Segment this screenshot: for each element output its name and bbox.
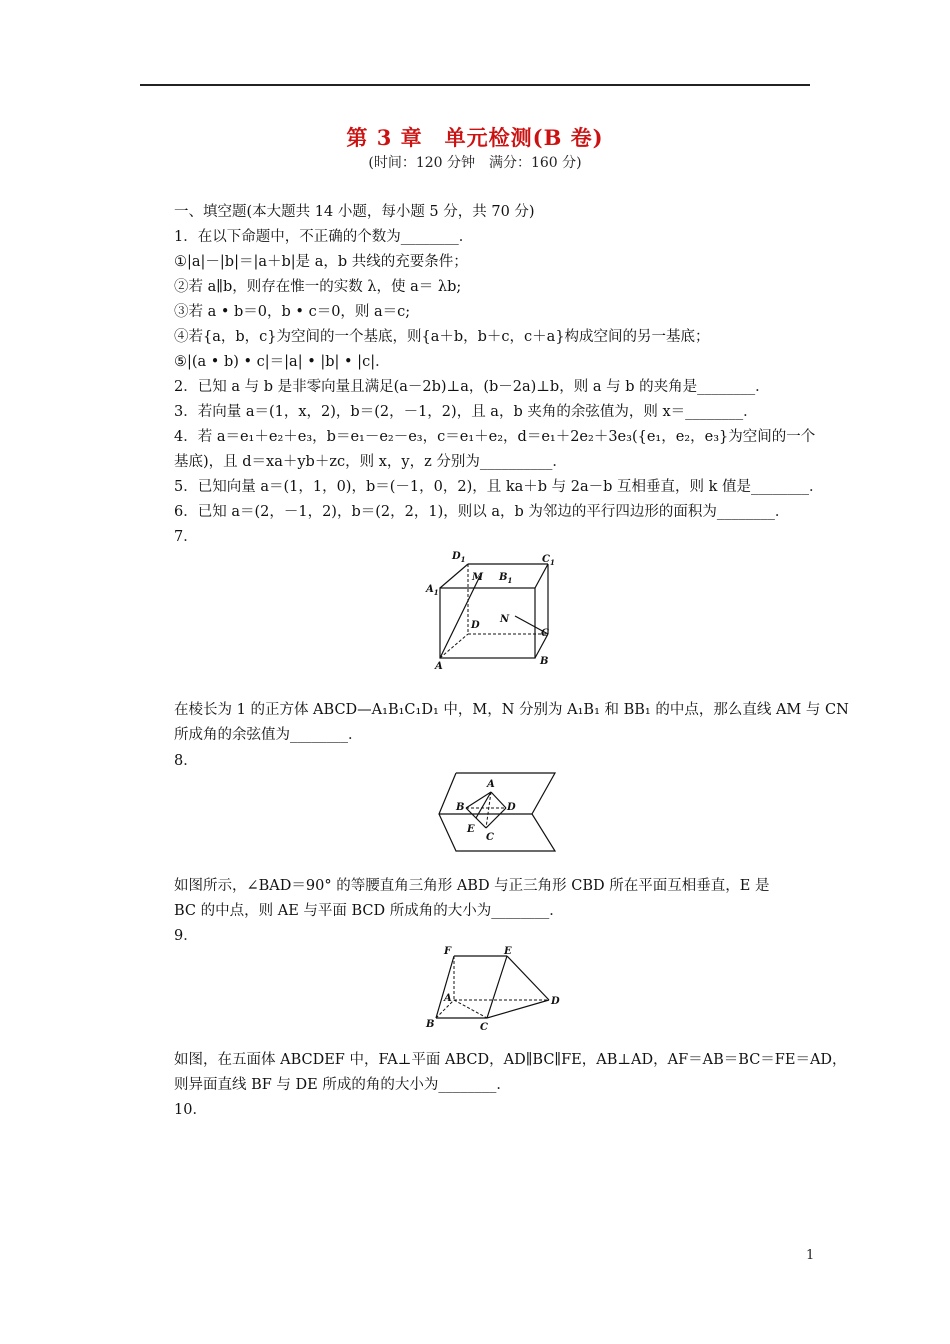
label-E: E [467,824,475,835]
question-number: 9． [174,928,198,944]
label-C: C [480,1022,488,1032]
page-title: 第 3 章 单元检测(B 卷) [346,125,604,150]
question-line: 基底)，且 d＝xa＋yb＋zc，则 x，y，z 分别为__________． [174,454,567,470]
header-rule [140,84,810,86]
question-line: 在棱长为 1 的正方体 ABCD—A₁B₁C₁D₁ 中，M，N 分别为 A₁B₁ 和 BB₁ 的中点，那么直线 AM 与 CN [174,702,849,718]
label-C1: $C_1$ [542,554,555,567]
page-number: 1 [806,1248,815,1263]
question-line: 6．已知 a＝(2，－1，2)，b＝(2，2，1)，则以 a，b 为邻边的平行四边形的面积为________． [174,504,790,520]
question-line: 3．若向量 a＝(1，x，2)，b＝(2，－1，2)，且 a，b 夹角的余弦值为，则 x＝________． [174,404,758,420]
pentahedron-figure [424,944,562,1032]
question-line: 如图，在五面体 ABCDEF 中，FA⊥平面 ABCD，AD∥BC∥FE，AB⊥AD，AF＝AB＝BC＝FE＝AD， [174,1052,847,1068]
question-line: 则异面直线 BF 与 DE 所成的角的大小为________． [174,1077,511,1093]
planes-figure [436,770,558,854]
question-line: 5．已知向量 a＝(1，1，0)，b＝(－1，0，2)，且 ka＋b 与 2a－b 互相垂直，则 k 值是________． [174,479,824,495]
question-line: ②若 a∥b，则存在惟一的实数 λ，使 a＝ λb; [174,279,462,295]
label-N: N [500,614,510,625]
label-D: D [507,802,516,813]
question-line: 1．在以下命题中，不正确的个数为________． [174,229,474,245]
page-subtitle: (时间：120 分钟 满分：160 分) [368,155,582,171]
question-line: 所成角的余弦值为________． [174,727,363,743]
label-D1: $D_1$ [452,551,466,564]
question-number: 8． [174,753,198,769]
label-A: A [444,993,452,1004]
question-line: BC 的中点，则 AE 与平面 BCD 所成角的大小为________． [174,903,564,919]
label-A: A [435,661,443,672]
label-D: D [551,996,560,1007]
cube-figure [420,548,560,672]
label-C: C [541,628,549,639]
section-heading: 一、填空题(本大题共 14 小题，每小题 5 分，共 70 分) [174,204,535,220]
label-B1: $B_1$ [499,572,513,585]
label-B: B [426,1019,435,1030]
question-line: ⑤|(a • b) • c|＝|a| • |b| • |c|． [174,354,390,370]
label-A: A [487,779,495,790]
question-number: 10． [174,1102,207,1118]
question-line: ③若 a • b＝0，b • c＝0，则 a＝c; [174,304,411,320]
question-line: ④若{a，b，c}为空间的一个基底，则{a＋b，b＋c，c＋a}构成空间的另一基底； [174,329,710,345]
label-A1: $A_1$ [426,584,439,597]
label-C: C [486,832,494,843]
label-M: M [472,572,484,583]
label-D: D [471,620,480,631]
question-line: ①|a|－|b|＝|a＋b|是 a，b 共线的充要条件； [174,254,468,270]
label-B: B [456,802,465,813]
question-line: 2．已知 a 与 b 是非零向量且满足(a－2b)⊥a，(b－2a)⊥b，则 a 与 b 的夹角是________． [174,379,770,395]
question-number: 7． [174,529,198,545]
label-B: B [540,656,549,667]
question-line: 如图所示，∠BAD＝90° 的等腰直角三角形 ABD 与正三角形 CBD 所在平面互相垂直，E 是 [174,878,770,894]
label-F: F [444,946,452,957]
label-E: E [504,946,512,957]
question-line: 4．若 a＝e₁＋e₂＋e₃，b＝e₁－e₂－e₃，c＝e₁＋e₂，d＝e₁＋2e₂＋3e₃({e₁，e₂，e₃}为空间的一个 [174,429,816,445]
